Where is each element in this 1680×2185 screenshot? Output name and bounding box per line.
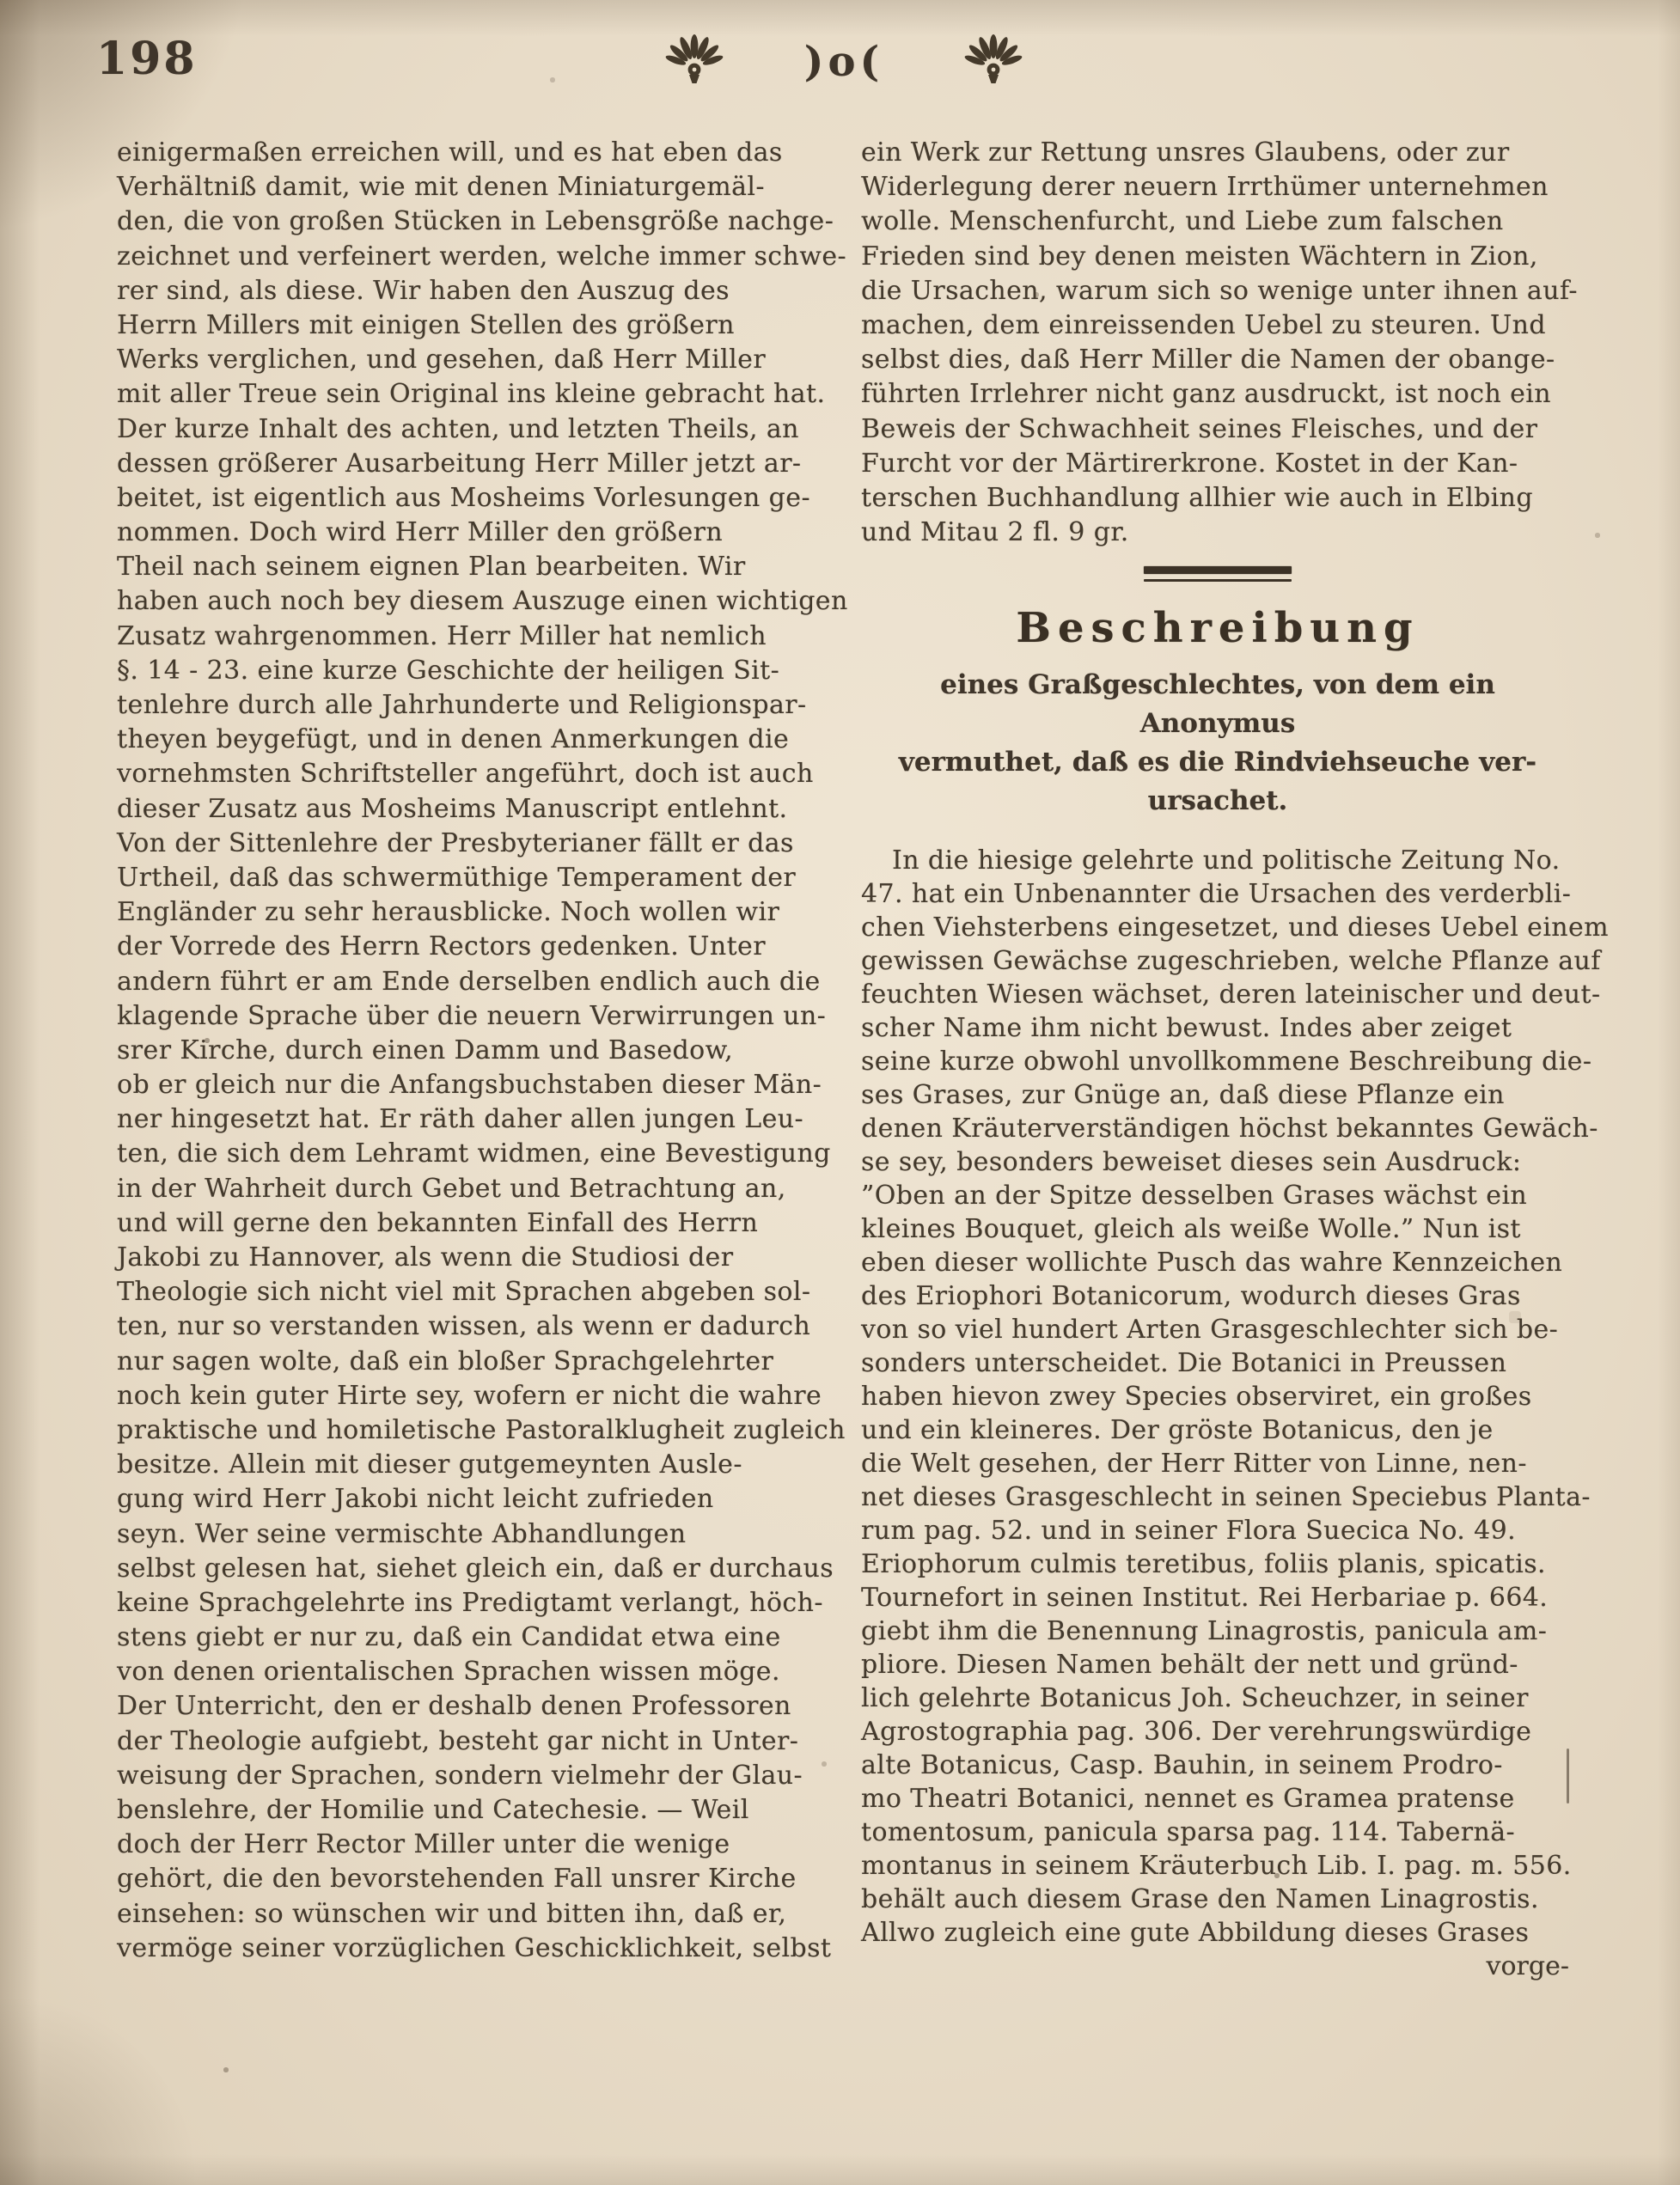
page-number: 198 [96,33,198,85]
text-line: praktische und homiletische Pastoralklugheit zugleich [117,1414,846,1445]
text-line: mo Theatri Botanici, nennet es Gramea pratense [861,1784,1515,1815]
text-line: weisung der Sprachen, sondern vielmehr der Glau- [117,1760,803,1791]
ink-smudge [1567,1749,1569,1804]
text-line: ner hingesetzt hat. Er räth daher allen jungen Leu- [117,1104,804,1135]
text-line: §. 14 - 23. eine kurze Geschichte der heiligen Sit- [117,655,780,686]
text-line: denen Kräuterverständigen höchst bekanntes Gewäch- [861,1114,1598,1144]
text-line: gewissen Gewächse zugeschrieben, welche Pflanze auf [861,946,1601,977]
text-line: von denen orientalischen Sprachen wissen möge. [117,1657,780,1688]
left-text-column [117,136,848,1966]
text-line: srer Kirche, durch einen Damm und Basedow, [117,1035,734,1065]
text-line: einsehen: so wünschen wir und bitten ihn, daß er, [117,1898,787,1929]
text-line: und will gerne den bekannten Einfall des Herrn [117,1207,759,1238]
text-line: se sey, besonders beweiset dieses sein Ausdruck: [861,1147,1522,1178]
text-line: behält auch diesem Grase den Namen Linagrostis. [861,1884,1539,1915]
text-line: seine kurze obwohl unvollkommene Beschreibung die- [861,1047,1592,1077]
text-line: die Welt gesehen, der Herr Ritter von Linne, nen- [861,1449,1527,1480]
text-line: vornehmsten Schriftsteller angeführt, doch ist auch [117,759,814,790]
text-line: führten Irrlehrer nicht ganz ausdruckt, ist noch ein [861,379,1551,410]
text-line: der Vorrede des Herrn Rectors gedenken. Unter [117,931,766,962]
text-line: Zusatz wahrgenommen. Herr Miller hat nemlich [117,620,767,651]
text-line: theyen beygefügt, und in denen Anmerkungen die [117,724,790,755]
section-divider-rule [1144,566,1292,582]
text-line: terschen Buchhandlung allhier wie auch in Elbing [861,482,1534,513]
text-line: Theil nach seinem eignen Plan bearbeiten. Wir [117,552,746,583]
article-body [861,844,1610,1950]
text-line: die Ursachen, warum sich so wenige unter ihnen auf- [861,275,1578,306]
text-line: vermuthet, daß es die Rindviehseuche ver- [898,747,1537,778]
text-line: Herrn Millers mit einigen Stellen des größern [117,309,735,340]
text-line: Agrostographia pag. 306. Der verehrungswürdige [861,1717,1532,1748]
catchword: vorge- [1486,1951,1569,1982]
text-line: Jakobi zu Hannover, als wenn die Studiosi der [117,1242,734,1273]
text-line: wolle. Menschenfurcht, und Liebe zum falschen [861,206,1504,237]
text-line: zeichnet und verfeinert werden, welche immer schwe- [117,241,847,272]
text-line: Furcht vor der Märtirerkrone. Kostet in der Kan- [861,448,1518,479]
text-line: besitze. Allein mit dieser gutgemeynten Ausle- [117,1450,742,1480]
text-line: feuchten Wiesen wächset, deren lateinischer und deut- [861,980,1601,1010]
text-line: vermöge seiner vorzüglichen Geschicklichkeit, selbst [117,1932,832,1963]
text-line: benslehre, der Homilie und Catechesie. — Weil [117,1795,749,1825]
right-text-column [861,136,1610,1984]
header-ornaments [663,26,1024,98]
text-line: mit aller Treue sein Original ins kleine gebracht hat. [117,379,826,410]
text-line: ob er gleich nur die Anfangsbuchstaben dieser Män- [117,1070,822,1101]
text-line: ursachet. [1147,785,1288,817]
text-line: noch kein guter Hirte sey, wofern er nicht die wahre [117,1380,822,1411]
article-title: Beschreibung [1016,604,1420,653]
divider-thin-rule [1144,579,1292,582]
text-line: pliore. Diesen Namen behält der nett und gründ- [861,1650,1518,1681]
text-line: alte Botanicus, Casp. Bauhin, in seinem Prodro- [861,1750,1503,1781]
text-line: rum pag. 52. und in seiner Flora Suecica No. 49. [861,1516,1517,1547]
text-line: ein Werk zur Rettung unsres Glaubens, oder zur [861,137,1510,168]
text-line: den, die von großen Stücken in Lebensgröße nachge- [117,206,834,237]
text-line: montanus in seinem Kräuterbuch Lib. I. pag. m. 556. [861,1851,1572,1882]
text-line: Tournefort in seinen Institut. Rei Herbariae p. 664. [861,1583,1549,1614]
text-line: selbst gelesen hat, siehet gleich ein, daß er durchaus [117,1553,834,1584]
text-line: net dieses Grasgeschlecht in seinen Speciebus Planta- [861,1482,1591,1513]
text-line: dieser Zusatz aus Mosheims Manuscript entlehnt. [117,793,788,824]
text-line: klagende Sprache über die neuern Verwirrungen un- [117,1000,827,1031]
paper-specks [0,0,2,2]
text-line: andern führt er am Ende derselben endlich auch die [117,966,821,997]
text-line: und ein kleineres. Der gröste Botanicus, den je [861,1415,1494,1446]
text-line: eines Graßgeschlechtes, von dem ein Anonymus [940,669,1495,740]
text-line: in der Wahrheit durch Gebet und Betrachtung an, [117,1173,786,1204]
text-line: chen Viehsterbens eingesetzet, und dieses Uebel einem [861,912,1610,943]
text-line: sonders unterscheidet. Die Botanici in Preussen [861,1348,1507,1379]
text-line: Eriophorum culmis teretibus, foliis planis, spicatis. [861,1549,1546,1580]
text-line: nur sagen wolte, daß ein bloßer Sprachgelehrter [117,1346,774,1376]
text-line: Urtheil, daß das schwermüthige Temperament der [117,862,797,893]
text-line: Theologie sich nicht viel mit Sprachen abgeben sol- [117,1277,811,1308]
text-line: nommen. Doch wird Herr Miller den größern [117,517,724,548]
text-line: Werks verglichen, und gesehen, daß Herr Miller [117,345,767,375]
article-subtitle [861,666,1574,821]
text-line: scher Name ihm nicht bewust. Indes aber zeiget [861,1013,1512,1044]
text-line: In die hiesige gelehrte und politische Zeitung No. [892,845,1561,876]
text-line: selbst dies, daß Herr Miller die Namen der obange- [861,345,1555,375]
text-line: der Theologie aufgiebt, besteht gar nicht in Unter- [117,1725,799,1756]
text-line: ten, nur so verstanden wissen, als wenn er dadurch [117,1311,811,1342]
text-line: gehört, die den bevorstehenden Fall unsrer Kirche [117,1864,797,1895]
text-line: giebt ihm die Benennung Linagrostis, panicula am- [861,1616,1548,1647]
text-line: keine Sprachgelehrte ins Predigtamt verlangt, höch- [117,1587,823,1618]
text-line: tenlehre durch alle Jahrhunderte und Religionspar- [117,690,807,720]
text-line: lich gelehrte Botanicus Joh. Scheuchzer, in seiner [861,1683,1529,1714]
text-line: des Eriophori Botanicorum, wodurch dieses Gras [861,1281,1521,1312]
text-line: doch der Herr Rector Miller unter die wenige [117,1829,730,1860]
text-line: Widerlegung derer neuern Irrthümer unternehmen [861,172,1549,203]
text-line: gung wird Herr Jakobi nicht leicht zufrieden [117,1484,714,1515]
text-line: kleines Bouquet, gleich als weiße Wolle.” Nun ist [861,1214,1521,1245]
previous-article-end [861,136,1578,550]
text-line: ten, die sich dem Lehramt widmen, eine Bevestigung [117,1138,831,1169]
text-line: Frieden sind bey denen meisten Wächtern in Zion, [861,241,1538,272]
column-title-mark: )o( [803,38,884,86]
shell-fleuron-icon [663,31,725,93]
text-line: Von der Sittenlehre der Presbyterianer fällt er das [117,827,794,858]
text-line: machen, dem einreissenden Uebel zu steuren. Und [861,309,1546,340]
text-line: eben dieser wollichte Pusch das wahre Kennzeichen [861,1248,1563,1279]
text-line: von so viel hundert Arten Grasgeschlechter sich be- [861,1315,1559,1346]
text-line: Der Unterricht, den er deshalb denen Professoren [117,1691,791,1722]
text-line: dessen größerer Ausarbeitung Herr Miller jetzt ar- [117,448,802,479]
text-line: Beweis der Schwachheit seines Fleisches, und der [861,413,1538,444]
text-line: Allwo zugleich eine gute Abbildung dieses Grases [861,1918,1530,1949]
text-line: ses Grases, zur Gnüge an, daß diese Pflanze ein [861,1080,1505,1111]
text-line: tomentosum, panicula sparsa pag. 114. Tabernä- [861,1817,1516,1848]
shell-fleuron-icon [962,31,1024,93]
text-line: stens giebt er nur zu, daß ein Candidat etwa eine [117,1622,781,1653]
text-line: seyn. Wer seine vermischte Abhandlungen [117,1518,687,1549]
text-line: Engländer zu sehr herausblicke. Noch wollen wir [117,897,780,928]
divider-thick-rule [1144,566,1292,574]
text-line: und Mitau 2 fl. 9 gr. [861,517,1129,548]
text-line: 47. hat ein Unbenannter die Ursachen des verderbli- [861,879,1572,910]
text-line: Der kurze Inhalt des achten, und letzten Theils, an [117,413,799,444]
text-line: einigermaßen erreichen will, und es hat eben das [117,137,783,168]
text-line: haben hievon zwey Species observiret, ein großes [861,1382,1532,1413]
text-line: beitet, ist eigentlich aus Mosheims Vorlesungen ge- [117,482,810,513]
text-line: Verhältniß damit, wie mit denen Miniaturgemäl- [117,172,765,203]
text-line: rer sind, als diese. Wir haben den Auszug des [117,275,730,306]
text-line: haben auch noch bey diesem Auszuge einen wichtigen [117,586,848,617]
text-line: ”Oben an der Spitze desselben Grases wächst ein [861,1181,1528,1212]
